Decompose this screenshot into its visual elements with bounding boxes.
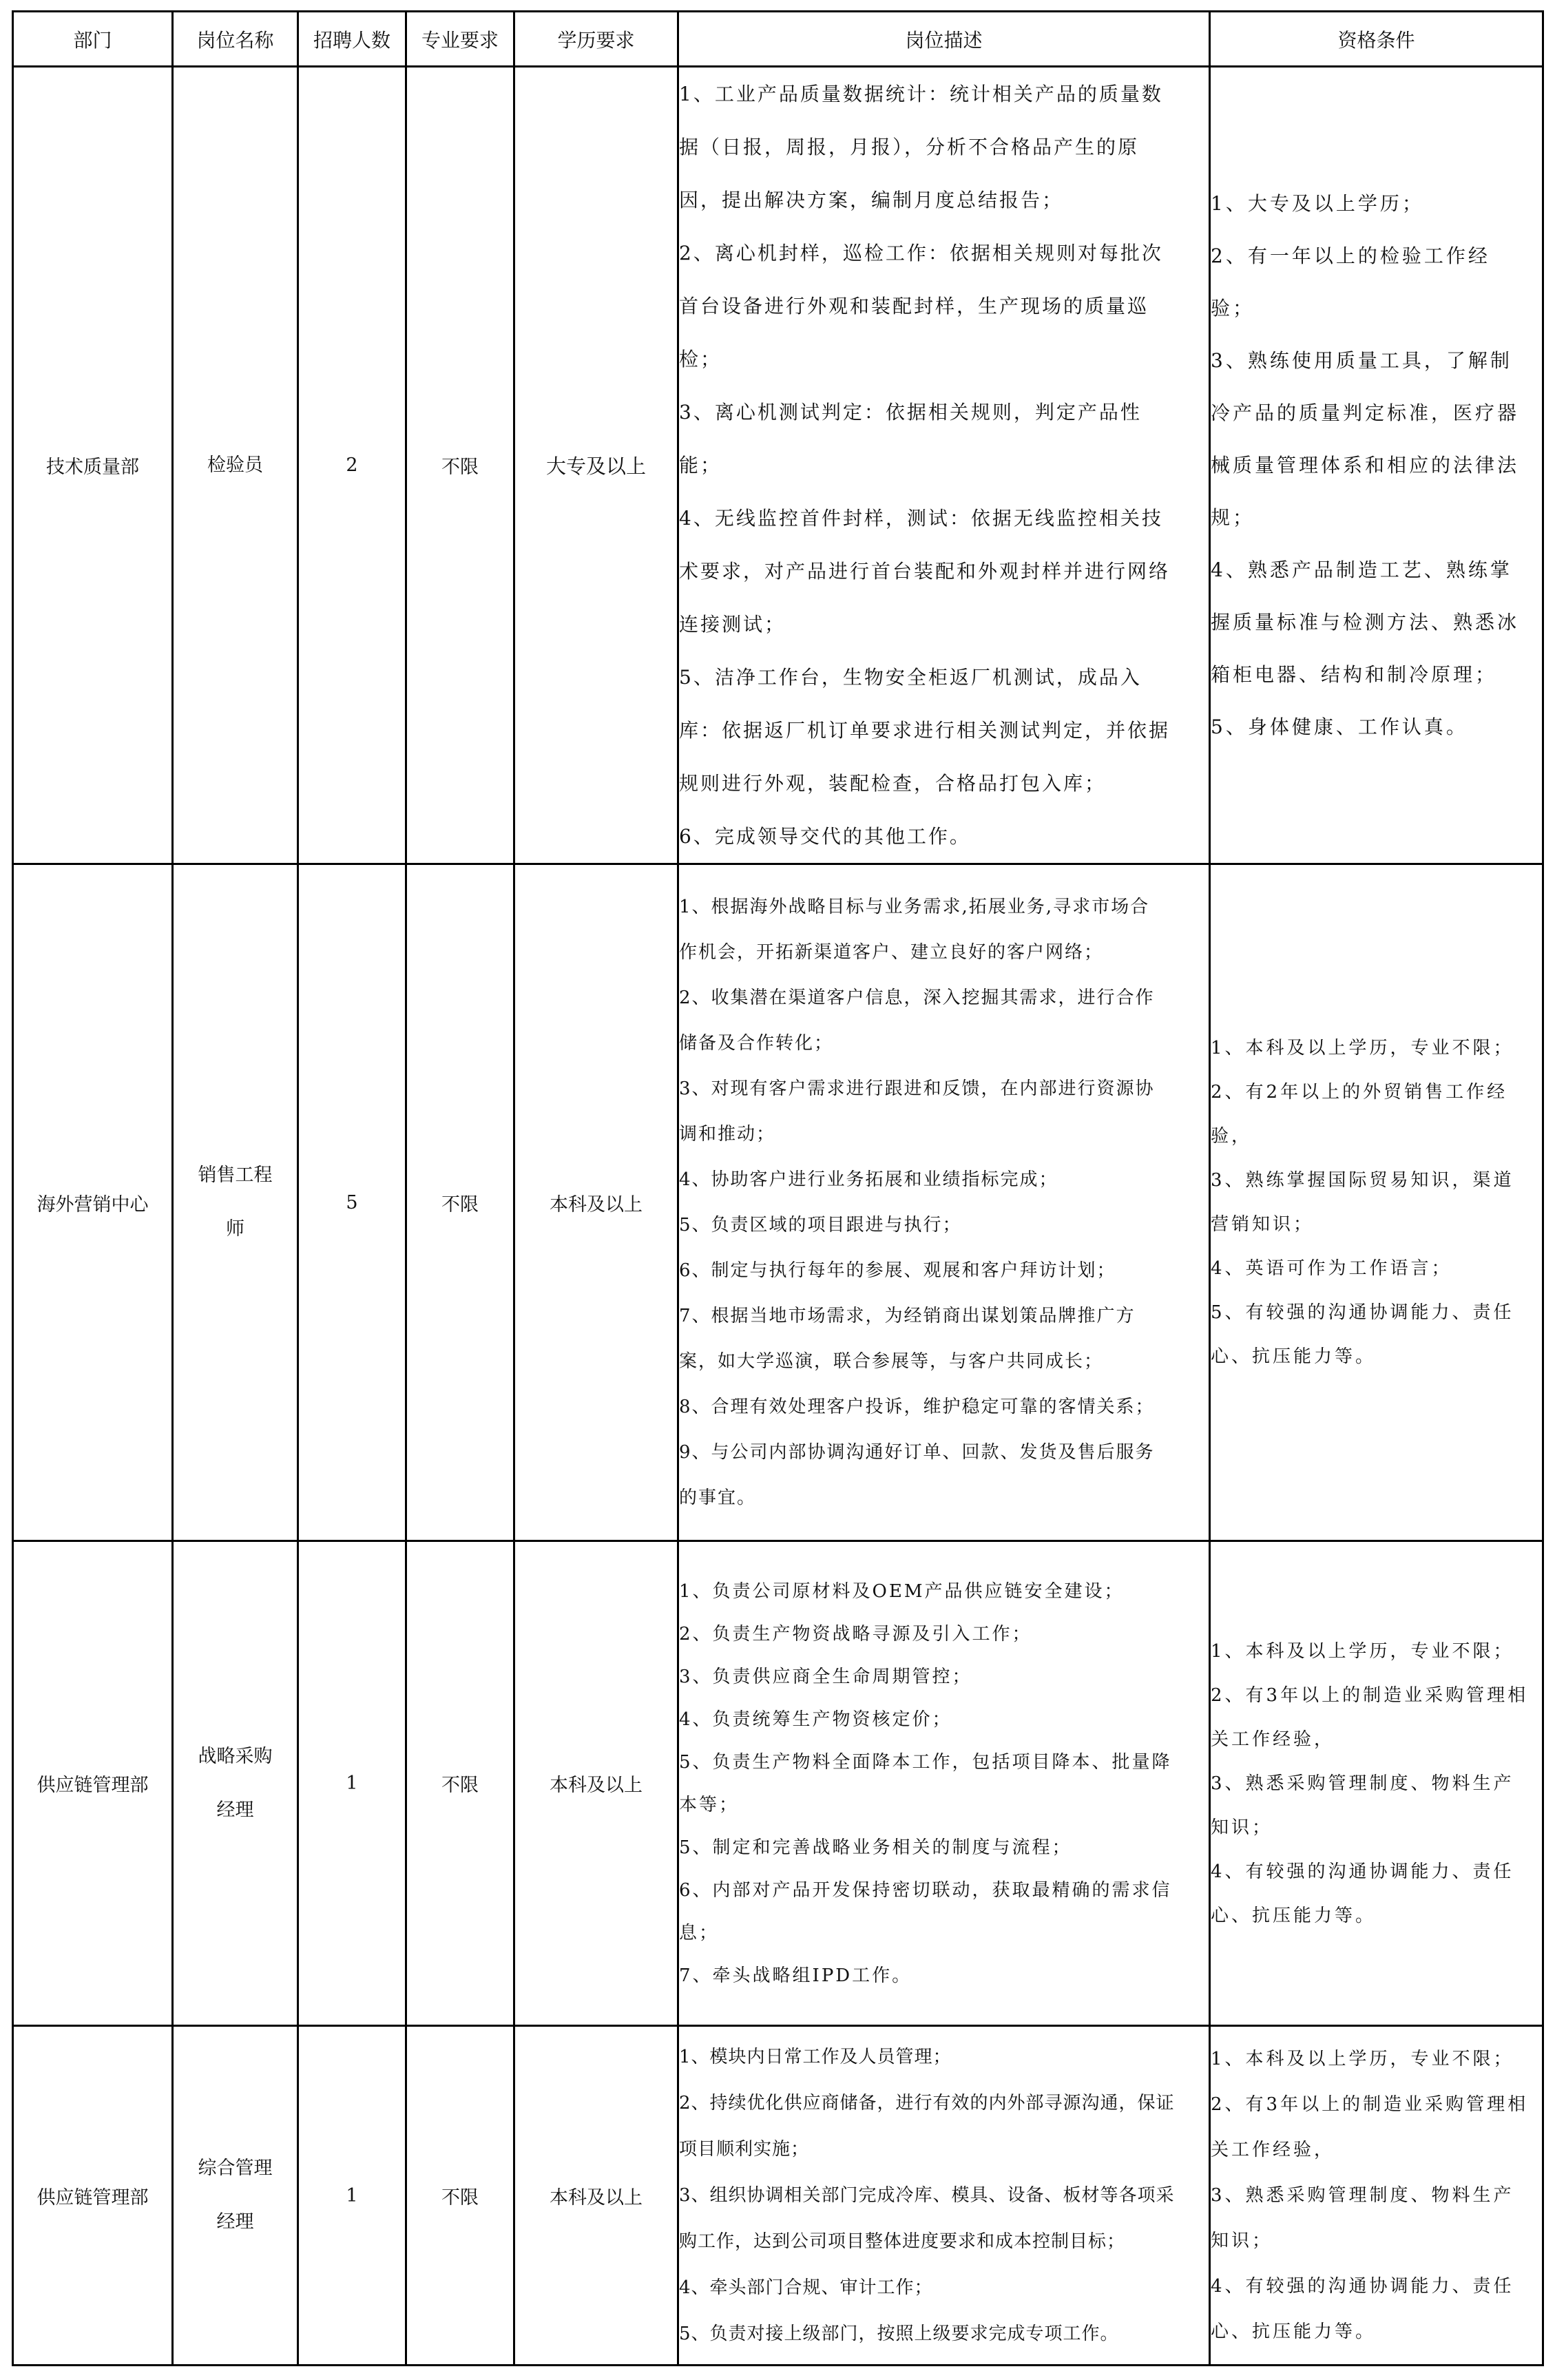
qualification-line: 1、本科及以上学历，专业不限； xyxy=(1211,1640,1514,1662)
qualification-line: 1、本科及以上学历，专业不限； xyxy=(1211,1038,1514,1058)
education: 本科及以上 xyxy=(550,2186,643,2209)
header-qualifications: 资格条件 xyxy=(1210,12,1543,67)
description-line: 8、合理有效处理客户投诉，维护稳定可靠的客情关系； xyxy=(679,1397,1155,1417)
description-line: 调和推动； xyxy=(679,1124,776,1145)
description-line: 1、工业产品质量数据统计：统计相关产品的质量数 xyxy=(679,83,1163,105)
qualification-line: 心、抗压能力等。 xyxy=(1211,2321,1377,2342)
description-line: 5、负责生产物料全面降本工作，包括项目降本、批量降 xyxy=(679,1751,1172,1773)
qualification-line: 4、有较强的沟通协调能力、责任 xyxy=(1211,1861,1514,1882)
description-line: 规则进行外观，装配检查，合格品打包入库； xyxy=(679,772,1107,795)
table-row xyxy=(13,2026,1543,2366)
description-line: 5、负责区域的项目跟进与执行； xyxy=(679,1215,962,1235)
education: 本科及以上 xyxy=(550,1775,643,1796)
header-description: 岗位描述 xyxy=(678,12,1210,67)
qualification-line: 5、有较强的沟通协调能力、责任 xyxy=(1211,1302,1514,1323)
description-line: 3、离心机测试判定：依据相关规则，判定产品性 xyxy=(679,401,1142,424)
description-line: 7、根据当地市场需求，为经销商出谋划策品牌推广方 xyxy=(679,1306,1136,1326)
header-headcount: 招聘人数 xyxy=(298,12,406,67)
description-line: 5、洁净工作台，生物安全柜返厂机测试，成品入 xyxy=(679,666,1142,689)
description-line: 首台设备进行外观和装配封样，生产现场的质量巡 xyxy=(679,295,1149,317)
department: 供应链管理部 xyxy=(36,1775,149,1796)
qualification-line: 营销知识； xyxy=(1211,1214,1315,1235)
qualification-line: 3、熟练使用质量工具，了解制 xyxy=(1211,348,1512,372)
position-cell xyxy=(173,67,298,864)
description-line: 本等； xyxy=(679,1794,740,1815)
headcount: 2 xyxy=(346,455,358,476)
major: 不限 xyxy=(441,1193,479,1215)
qualification-line: 心、抗压能力等。 xyxy=(1211,1346,1377,1367)
major-cell xyxy=(406,2026,514,2366)
qualification-line: 3、熟练掌握国际贸易知识，渠道 xyxy=(1211,1170,1514,1191)
qualification-line: 2、有2年以上的外贸销售工作经 xyxy=(1211,1082,1508,1103)
department-cell xyxy=(13,1541,173,2026)
description-line: 库：依据返厂机订单要求进行相关测试判定，并依据 xyxy=(679,719,1171,742)
qualification-line: 心、抗压能力等。 xyxy=(1211,1905,1377,1926)
qualification-line: 4、熟悉产品制造工艺、熟练掌 xyxy=(1211,558,1512,581)
qualifications-list xyxy=(1211,2036,1542,2355)
description-list xyxy=(679,2034,1209,2357)
qualification-line: 2、有3年以上的制造业采购管理相 xyxy=(1211,1684,1529,1706)
major: 不限 xyxy=(441,2186,479,2209)
qualifications-cell xyxy=(1210,1541,1543,2026)
education: 大专及以上 xyxy=(545,455,646,478)
education-cell xyxy=(514,864,678,1541)
department: 海外营销中心 xyxy=(36,1193,149,1215)
description-line: 能； xyxy=(679,454,722,477)
table-row xyxy=(13,1541,1543,2026)
major-cell xyxy=(406,1541,514,2026)
description-line: 1、负责公司原材料及OEM产品供应链安全建设； xyxy=(679,1580,1125,1602)
table-row xyxy=(13,864,1543,1541)
position: 综合管理经理 xyxy=(198,2158,273,2233)
description-line: 3、组织协调相关部门完成冷库、模具、设备、板材等各项采 xyxy=(679,2184,1175,2206)
headcount: 1 xyxy=(346,2184,358,2206)
header-education: 学历要求 xyxy=(514,12,678,67)
qualifications-cell xyxy=(1210,67,1543,864)
qualifications-list xyxy=(1211,1026,1542,1379)
header-department: 部门 xyxy=(13,12,173,67)
recruitment-table xyxy=(12,10,1544,2366)
description-list xyxy=(679,1570,1209,1997)
description-line: 3、对现有客户需求进行跟进和反馈，在内部进行资源协 xyxy=(679,1078,1155,1099)
position: 销售工程师 xyxy=(198,1165,273,1240)
description-line: 作机会，开拓新渠道客户、建立良好的客户网络； xyxy=(679,942,1104,963)
description-line: 4、负责统筹生产物资核定价； xyxy=(679,1709,952,1730)
description-line: 2、收集潜在渠道客户信息，深入挖掘其需求，进行合作 xyxy=(679,988,1155,1008)
headcount-cell xyxy=(298,67,406,864)
qualification-line: 械质量管理体系和相应的法律法 xyxy=(1211,453,1520,477)
qualification-line: 箱柜电器、结构和制冷原理； xyxy=(1211,662,1498,686)
headcount-cell xyxy=(298,864,406,1541)
qualification-line: 规； xyxy=(1211,505,1255,529)
education-cell xyxy=(514,1541,678,2026)
qualifications-list xyxy=(1211,1629,1542,1938)
qualification-line: 2、有一年以上的检验工作经 xyxy=(1211,244,1490,267)
qualification-line: 1、本科及以上学历，专业不限； xyxy=(1211,2049,1514,2069)
description-line: 的事宜。 xyxy=(679,1488,757,1508)
header-position: 岗位名称 xyxy=(173,12,298,67)
qualification-line: 知识； xyxy=(1211,2231,1273,2251)
department: 供应链管理部 xyxy=(36,2186,149,2209)
description-line: 息； xyxy=(679,1922,720,1943)
qualification-line: 关工作经验， xyxy=(1211,2140,1335,2160)
description-line: 4、牵头部门合规、审计工作； xyxy=(679,2277,933,2298)
department-cell xyxy=(13,67,173,864)
qualification-line: 知识； xyxy=(1211,1817,1273,1838)
department: 技术质量部 xyxy=(46,457,139,478)
description-line: 据（日报，周报，月报），分析不合格品产生的原 xyxy=(679,136,1140,158)
major: 不限 xyxy=(441,457,479,478)
position: 战略采购经理 xyxy=(198,1745,273,1821)
qualification-line: 2、有3年以上的制造业采购管理相 xyxy=(1211,2094,1529,2115)
description-line: 4、协助客户进行业务拓展和业绩指标完成； xyxy=(679,1169,1058,1190)
header-major: 专业要求 xyxy=(406,12,514,67)
qualification-line: 4、英语可作为工作语言； xyxy=(1211,1258,1452,1279)
description-line: 3、负责供应商全生命周期管控； xyxy=(679,1666,972,1687)
position-cell xyxy=(173,864,298,1541)
qualification-line: 3、熟悉采购管理制度、物料生产 xyxy=(1211,2185,1514,2206)
qualifications-cell xyxy=(1210,2026,1543,2366)
description-line: 检； xyxy=(679,348,722,370)
education-cell xyxy=(514,2026,678,2366)
position: 检验员 xyxy=(207,454,263,476)
description-line: 2、离心机封样，巡检工作：依据相关规则对每批次 xyxy=(679,242,1163,264)
description-list xyxy=(679,884,1209,1521)
position-cell xyxy=(173,1541,298,2026)
description-cell xyxy=(678,67,1210,864)
qualifications-cell xyxy=(1210,864,1543,1541)
position-cell xyxy=(173,2026,298,2366)
description-line: 5、负责对接上级部门，按照上级要求完成专项工作。 xyxy=(679,2323,1119,2344)
qualification-line: 验； xyxy=(1211,296,1255,320)
description-line: 2、负责生产物资战略寻源及引入工作； xyxy=(679,1623,1032,1645)
description-line: 5、制定和完善战略业务相关的制度与流程； xyxy=(679,1837,1072,1858)
department-cell xyxy=(13,2026,173,2366)
headcount: 5 xyxy=(346,1191,358,1213)
major: 不限 xyxy=(441,1775,479,1796)
description-line: 6、内部对产品开发保持密切联动，获取最精确的需求信 xyxy=(679,1879,1172,1901)
qualification-line: 验， xyxy=(1211,1126,1253,1147)
description-line: 购工作，达到公司项目整体进度要求和成本控制目标； xyxy=(679,2231,1126,2252)
description-line: 储备及合作转化； xyxy=(679,1033,834,1054)
description-line: 因，提出解决方案，编制月度总结报告； xyxy=(679,189,1064,211)
qualification-line: 4、有较强的沟通协调能力、责任 xyxy=(1211,2276,1514,2297)
description-cell xyxy=(678,864,1210,1541)
description-list xyxy=(679,67,1209,863)
description-line: 6、制定与执行每年的参展、观展和客户拜访计划； xyxy=(679,1260,1116,1281)
header-row xyxy=(13,12,1543,67)
description-line: 7、牵头战略组IPD工作。 xyxy=(679,1965,912,1986)
description-line: 4、无线监控首件封样，测试：依据无线监控相关技 xyxy=(679,507,1163,530)
education-cell xyxy=(514,67,678,864)
description-line: 项目顺利实施； xyxy=(679,2138,810,2160)
major-cell xyxy=(406,864,514,1541)
description-line: 术要求，对产品进行首台装配和外观封样并进行网络 xyxy=(679,560,1171,583)
headcount-cell xyxy=(298,2026,406,2366)
qualification-line: 1、大专及以上学历； xyxy=(1211,191,1424,215)
description-line: 6、完成领导交代的其他工作。 xyxy=(679,825,971,848)
qualification-line: 握质量标准与检测方法、熟悉冰 xyxy=(1211,610,1520,634)
qualifications-list xyxy=(1211,178,1542,753)
description-line: 连接测试； xyxy=(679,613,786,636)
description-cell xyxy=(678,2026,1210,2366)
headcount-cell xyxy=(298,1541,406,2026)
description-line: 1、模块内日常工作及人员管理； xyxy=(679,2046,952,2067)
table-row xyxy=(13,67,1543,864)
department-cell xyxy=(13,864,173,1541)
major-cell xyxy=(406,67,514,864)
description-line: 案，如大学巡演，联合参展等，与客户共同成长； xyxy=(679,1351,1104,1372)
headcount: 1 xyxy=(346,1773,358,1794)
description-line: 2、持续优化供应商储备，进行有效的内外部寻源沟通，保证 xyxy=(679,2092,1175,2113)
education: 本科及以上 xyxy=(550,1193,643,1215)
qualification-line: 冷产品的质量判定标准，医疗器 xyxy=(1211,401,1520,424)
qualification-line: 关工作经验， xyxy=(1211,1729,1335,1750)
description-line: 9、与公司内部协调沟通好订单、回款、发货及售后服务 xyxy=(679,1442,1155,1463)
description-cell xyxy=(678,1541,1210,2026)
qualification-line: 5、身体健康、工作认真。 xyxy=(1211,715,1468,738)
qualification-line: 3、熟悉采购管理制度、物料生产 xyxy=(1211,1773,1514,1794)
description-line: 1、根据海外战略目标与业务需求,拓展业务,寻求市场合 xyxy=(679,897,1150,917)
